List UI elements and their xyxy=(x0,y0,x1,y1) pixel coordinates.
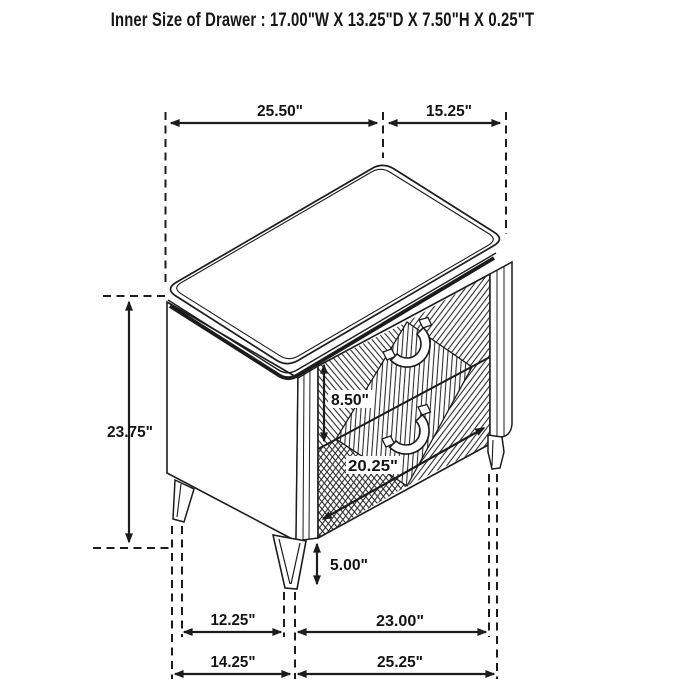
dim-label-drawer-height: 8.50" xyxy=(331,392,369,409)
nightstand-figure xyxy=(167,165,512,589)
right-corner-post xyxy=(490,262,512,444)
corner-stile xyxy=(296,366,318,541)
dim-label-base-outer-width: 25.25" xyxy=(377,654,423,671)
dim-label-drawer-width: 20.25" xyxy=(348,458,398,475)
dim-label-top-width: 25.50" xyxy=(257,103,303,120)
page-title-text: Inner Size of Drawer : 17.00"W X 13.25"D X 7.50"H X 0.25"T xyxy=(110,10,534,31)
dim-label-base-inner-width: 23.00" xyxy=(376,613,424,630)
dim-label-top-depth: 15.25" xyxy=(426,103,472,120)
dim-label-overall-height: 23.75" xyxy=(107,424,153,441)
dim-label-base-outer-depth: 14.25" xyxy=(210,654,256,671)
right-leg xyxy=(488,435,504,469)
dim-label-base-inner-depth: 12.25" xyxy=(210,612,256,629)
dim-label-leg-height: 5.00" xyxy=(330,557,368,574)
